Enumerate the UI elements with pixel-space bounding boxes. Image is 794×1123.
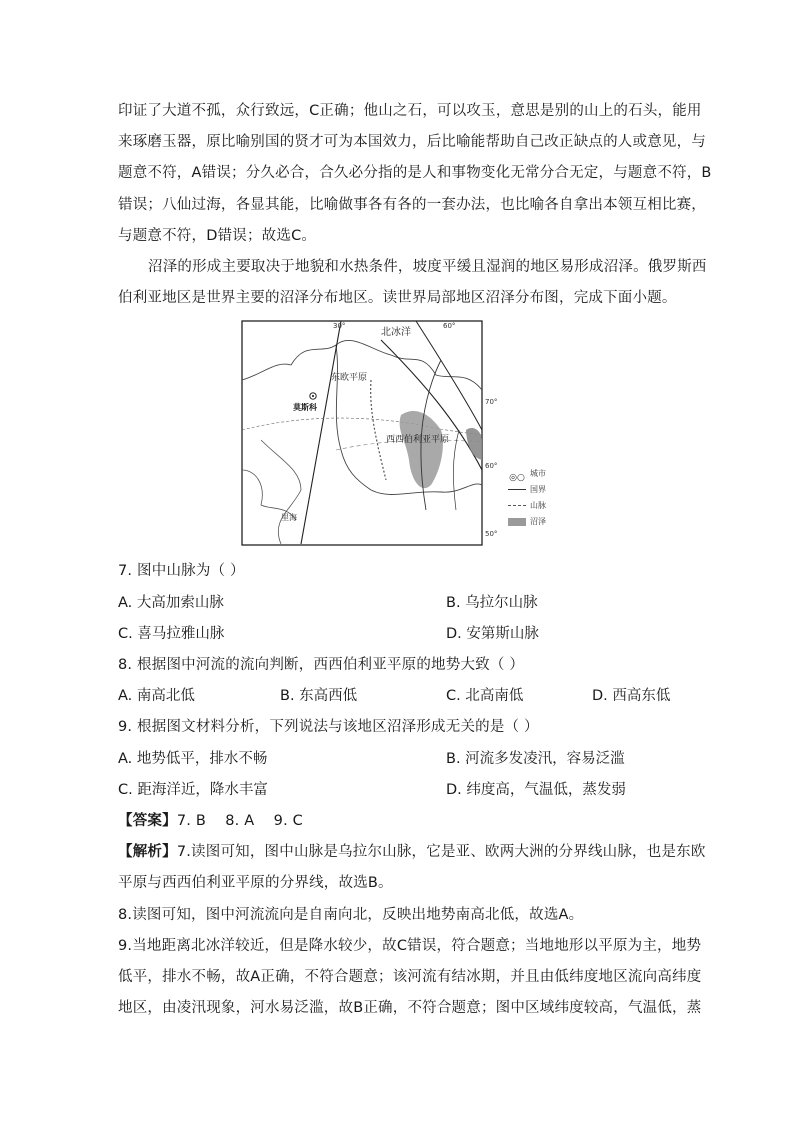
analysis-line: 低平，排水不畅，故A正确，不符合题意；该河流有结冰期，并且由低纬度地区流向高纬度 <box>118 968 702 985</box>
paragraph-line: 来琢磨玉器，原比喻别国的贤才可为本国效力，后比喻能帮助自己改正缺点的人或意见，与 <box>118 134 706 151</box>
map-label-lon60: 60° <box>443 322 456 331</box>
option-b: B. 河流多发凌汛，容易泛滥 <box>446 750 625 767</box>
map-label-city: 莫斯科 <box>293 403 317 413</box>
option-a: A. 地势低平，排水不畅 <box>118 750 268 767</box>
analysis-text: 7.读图可知，图中山脉是乌拉尔山脉，它是亚、欧两大洲的分界线山脉，也是东欧 <box>176 844 706 861</box>
question-8-options-row <box>118 681 680 712</box>
analysis-line: 地区，由凌汛现象，河水易泛滥，故B正确，不符合题意；图中区域纬度较高，气温低，蒸 <box>118 1000 702 1017</box>
map-label-lat50: 50° <box>485 530 498 539</box>
map-label-lat60: 60° <box>485 462 498 471</box>
answer-line <box>118 806 680 837</box>
legend-label: 山脉 <box>530 501 546 511</box>
analysis-line: 平原与西西伯利亚平原的分界线，故选B。 <box>118 875 393 892</box>
border-line-icon <box>508 489 526 490</box>
intro-line: 伯利亚地区是世界主要的沼泽分布地区。读世界局部地区沼泽分布图，完成下面小题。 <box>118 290 677 307</box>
paragraph-line: 与题意不符，D错误；故选C。 <box>118 227 317 244</box>
question-8-stem: 8. 根据图中河流的流向判断，西西伯利亚平原的地势大致（ ） <box>118 657 525 673</box>
option-c: C. 喜马拉雅山脉 <box>118 625 225 642</box>
option-d: D. 西高东低 <box>592 688 671 705</box>
map-label-lon30: 30° <box>333 322 346 331</box>
legend-item-mountain <box>508 498 546 514</box>
option-c: C. 北高南低 <box>446 688 524 705</box>
city-icon: ◎○ <box>509 472 525 483</box>
option-d: D. 安第斯山脉 <box>446 625 539 642</box>
legend-label: 沼泽 <box>530 517 546 527</box>
paragraph-line: 错误；八仙过海，各显其能，比喻做事各有各的一套办法，也比喻各自拿出本领互相比赛， <box>118 196 706 213</box>
paragraph-line: 印证了大道不孤，众行致远，C正确；他山之石，可以攻玉，意思是别的山上的石头，能用 <box>118 103 702 119</box>
map-label-plain2: 西西伯利亚平原 <box>386 435 450 446</box>
legend-item-city <box>508 466 546 482</box>
question-9-stem: 9. 根据图文材料分析，下列说法与该地区沼泽形成无关的是（ ） <box>118 719 539 736</box>
option-a: A. 大高加索山脉 <box>118 594 224 611</box>
mountain-icon <box>508 505 526 507</box>
option-b: B. 东高西低 <box>280 688 358 705</box>
map-legend <box>508 466 546 530</box>
map-label-sea-south: 里海 <box>281 513 297 523</box>
map-label-sea: 北冰洋 <box>381 327 411 339</box>
analysis-line: 8.读图可知，图中河流流向是自南向北，反映出地势南高北低，故选A。 <box>118 906 584 923</box>
legend-item-swamp <box>508 514 546 530</box>
answer-text: 7. B 8. A 9. C <box>176 812 304 829</box>
option-d: D. 纬度高，气温低，蒸发弱 <box>446 781 626 798</box>
question-7-options-row <box>118 619 680 650</box>
intro-line: 沼泽的形成主要取决于地貌和水热条件，坡度平缓且湿润的地区易形成沼泽。俄罗斯西 <box>148 259 707 276</box>
document-page <box>118 96 712 1024</box>
analysis-line: 9.当地距离北冰洋较近，但是降水较少，故C错误，符合题意；当地地形以平原为主，地势 <box>118 937 702 954</box>
paragraph-line: 题意不符，A错误；分久必合，合久必分指的是人和事物变化无常分合无定，与题意不符，B <box>118 165 712 182</box>
legend-label: 城市 <box>530 469 546 479</box>
question-9-options-row <box>118 775 680 806</box>
analysis-tag: 【解析】 <box>118 844 177 861</box>
swamp-swatch-icon <box>508 518 526 526</box>
question-7-options-row <box>118 588 680 619</box>
option-a: A. 南高北低 <box>118 688 195 705</box>
map-label-plain1: 东欧平原 <box>331 373 368 384</box>
question-9-options-row <box>118 744 680 775</box>
swamp-map-figure <box>118 320 680 550</box>
legend-label: 国界 <box>530 485 546 495</box>
option-b: B. 乌拉尔山脉 <box>446 594 538 611</box>
map-label-lat70: 70° <box>485 398 498 407</box>
swamp-map <box>241 320 551 548</box>
question-7-stem: 7. 图中山脉为（ ） <box>118 563 245 580</box>
analysis-line <box>118 837 706 868</box>
option-c: C. 距海洋近，降水丰富 <box>118 781 268 798</box>
legend-item-border <box>508 482 546 498</box>
answer-tag: 【答案】 <box>118 812 177 829</box>
